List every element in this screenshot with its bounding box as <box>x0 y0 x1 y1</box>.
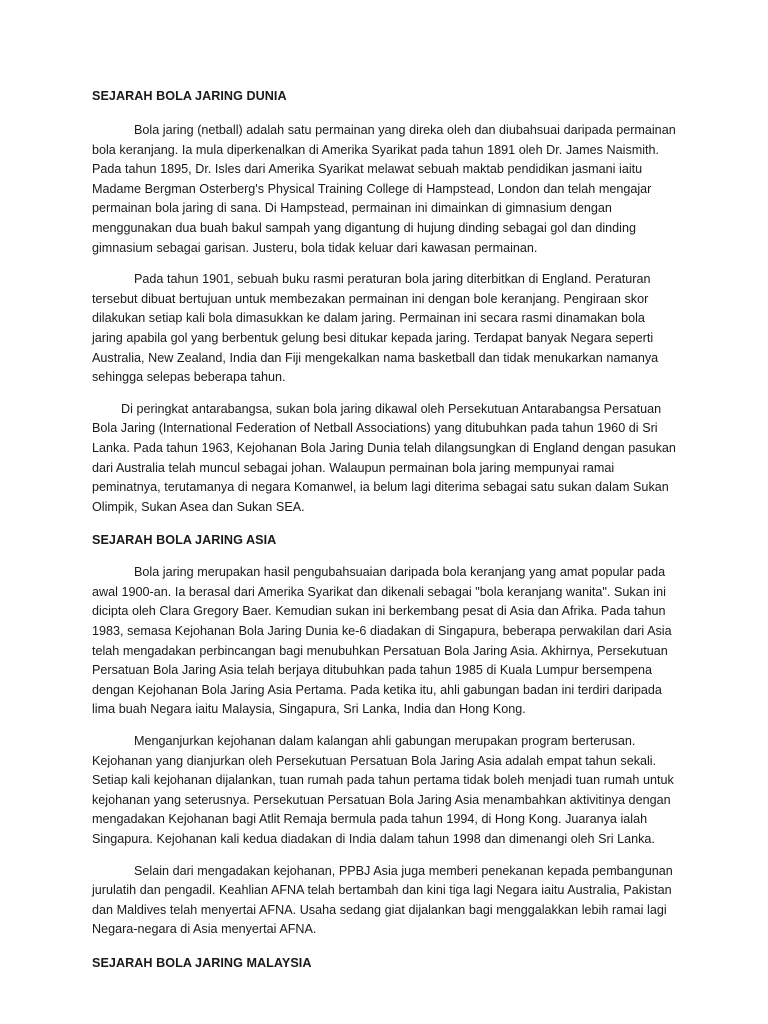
paragraph-dunia-2: Pada tahun 1901, sebuah buku rasmi peraturan bola jaring diterbitkan di England. Peraturan tersebut dibuat bertujuan untuk membezakan permainan ini dengan bole keranjang. Pengiraan skor dilakukan setiap kali bola dimasukkan ke dalam jaring. Permainan ini secara rasmi dinamakan bola jaring apabila gol yang berbentuk gelung besi ditukar kepada jaring. Terdapat banyak Negara seperti Australia, New Zealand, India dan Fiji mengekalkan nama basketball dan tidak menukarkan namanya sehingga selepas beberapa tahun. <box>92 272 659 385</box>
section-heading-malaysia: SEJARAH BOLA JARING MALAYSIA <box>92 955 312 970</box>
document-page <box>92 87 678 986</box>
paragraph-dunia-1: Bola jaring (netball) adalah satu permainan yang direka oleh dan diubahsuai daripada permainan bola keranjang. Ia mula diperkenalkan di Amerika Syarikat pada tahun 1891 oleh Dr. James Naismith. Pada tahun 1895, Dr. Isles dari Amerika Syarikat melawat sebuah maktab pendidikan jasmani iaitu Madame Bergman Osterberg's Physical Training College di Hampstead, London dan telah mengajar permainan bola jaring di sana. Di Hampstead, permainan ini dimainkan di gimnasium dengan menggunakan dua buah bakul sampah yang digantung di hujung dinding sebagai gol dan dinding gimnasium sebagai garisan. Justeru, bola tidak keluar dari kawasan permainan. <box>92 123 676 255</box>
paragraph-dunia-3: Di peringkat antarabangsa, sukan bola jaring dikawal oleh Persekutuan Antarabangsa Persatuan Bola Jaring (International Federation of Netball Associations) yang ditubuhkan pada tahun 1960 di Sri Lanka. Pada tahun 1963, Kejohanan Bola Jaring Dunia telah dilangsungkan di England dengan pasukan dari Australia telah muncul sebagai johan. Walaupun permainan bola jaring mempunyai ramai peminatnya, terutamanya di negara Komanwel, ia belum lagi diterima sebagai satu sukan dalam Sukan Olimpik, Sukan Asea dan Sukan SEA. <box>92 401 676 514</box>
paragraph-asia-3: Selain dari mengadakan kejohanan, PPBJ Asia juga memberi penekanan kepada pembangunan jurulatih dan pengadil. Keahlian AFNA telah bertambah dan kini tiga lagi Negara iaitu Australia, Pakistan dan Maldives telah menyertai AFNA. Usaha sedang giat dijalankan bagi menggalakkan lebih ramai lagi Negara-negara di Asia menyertai AFNA. <box>92 863 673 937</box>
paragraph-asia-1: Bola jaring merupakan hasil pengubahsuaian daripada bola keranjang yang amat popular pada awal 1900-an. Ia berasal dari Amerika Syarikat dan dikenali sebagai "bola keranjang wanita". Sukan ini dicipta oleh Clara Gregory Baer. Kemudian sukan ini berkembang pesat di Asia dan Afrika. Pada tahun 1983, semasa Kejohanan Bola Jaring Dunia ke-6 diadakan di Singapura, beberapa perwakilan dari Asia telah mengadakan perbincangan bagi menubuhkan Persatuan Bola Jaring Asia. Akhirnya, Persekutuan Persatuan Bola Jaring Asia telah berjaya ditubuhkan pada tahun 1985 di Kuala Lumpur bersempena dengan Kejohanan Bola Jaring Asia Pertama. Pada ketika itu, ahli gabungan badan ini terdiri daripada lima buah Negara iaitu Malaysia, Singapura, Sri Lanka, India dan Hong Kong. <box>92 565 672 717</box>
section-heading-asia: SEJARAH BOLA JARING ASIA <box>92 533 277 548</box>
section-heading-dunia: SEJARAH BOLA JARING DUNIA <box>92 89 287 103</box>
paragraph-asia-2: Menganjurkan kejohanan dalam kalangan ahli gabungan merupakan program berterusan. Kejohanan yang dianjurkan oleh Persekutuan Persatuan Bola Jaring Asia adalah empat tahun sekali. Setiap kali kejohanan dijalankan, tuan rumah pada tahun pertama tidak boleh menjadi tuan rumah untuk kejohanan yang seterusnya. Persekutuan Persatuan Bola Jaring Asia menambahkan aktivitinya dengan mengadakan Kejohanan bagi Atlit Remaja bermula pada tahun 1994, di Hong Kong. Juaranya ialah Singapura. Kejohanan kali kedua diadakan di India dalam tahun 1998 dan dimenangi oleh Sri Lanka. <box>92 734 674 846</box>
